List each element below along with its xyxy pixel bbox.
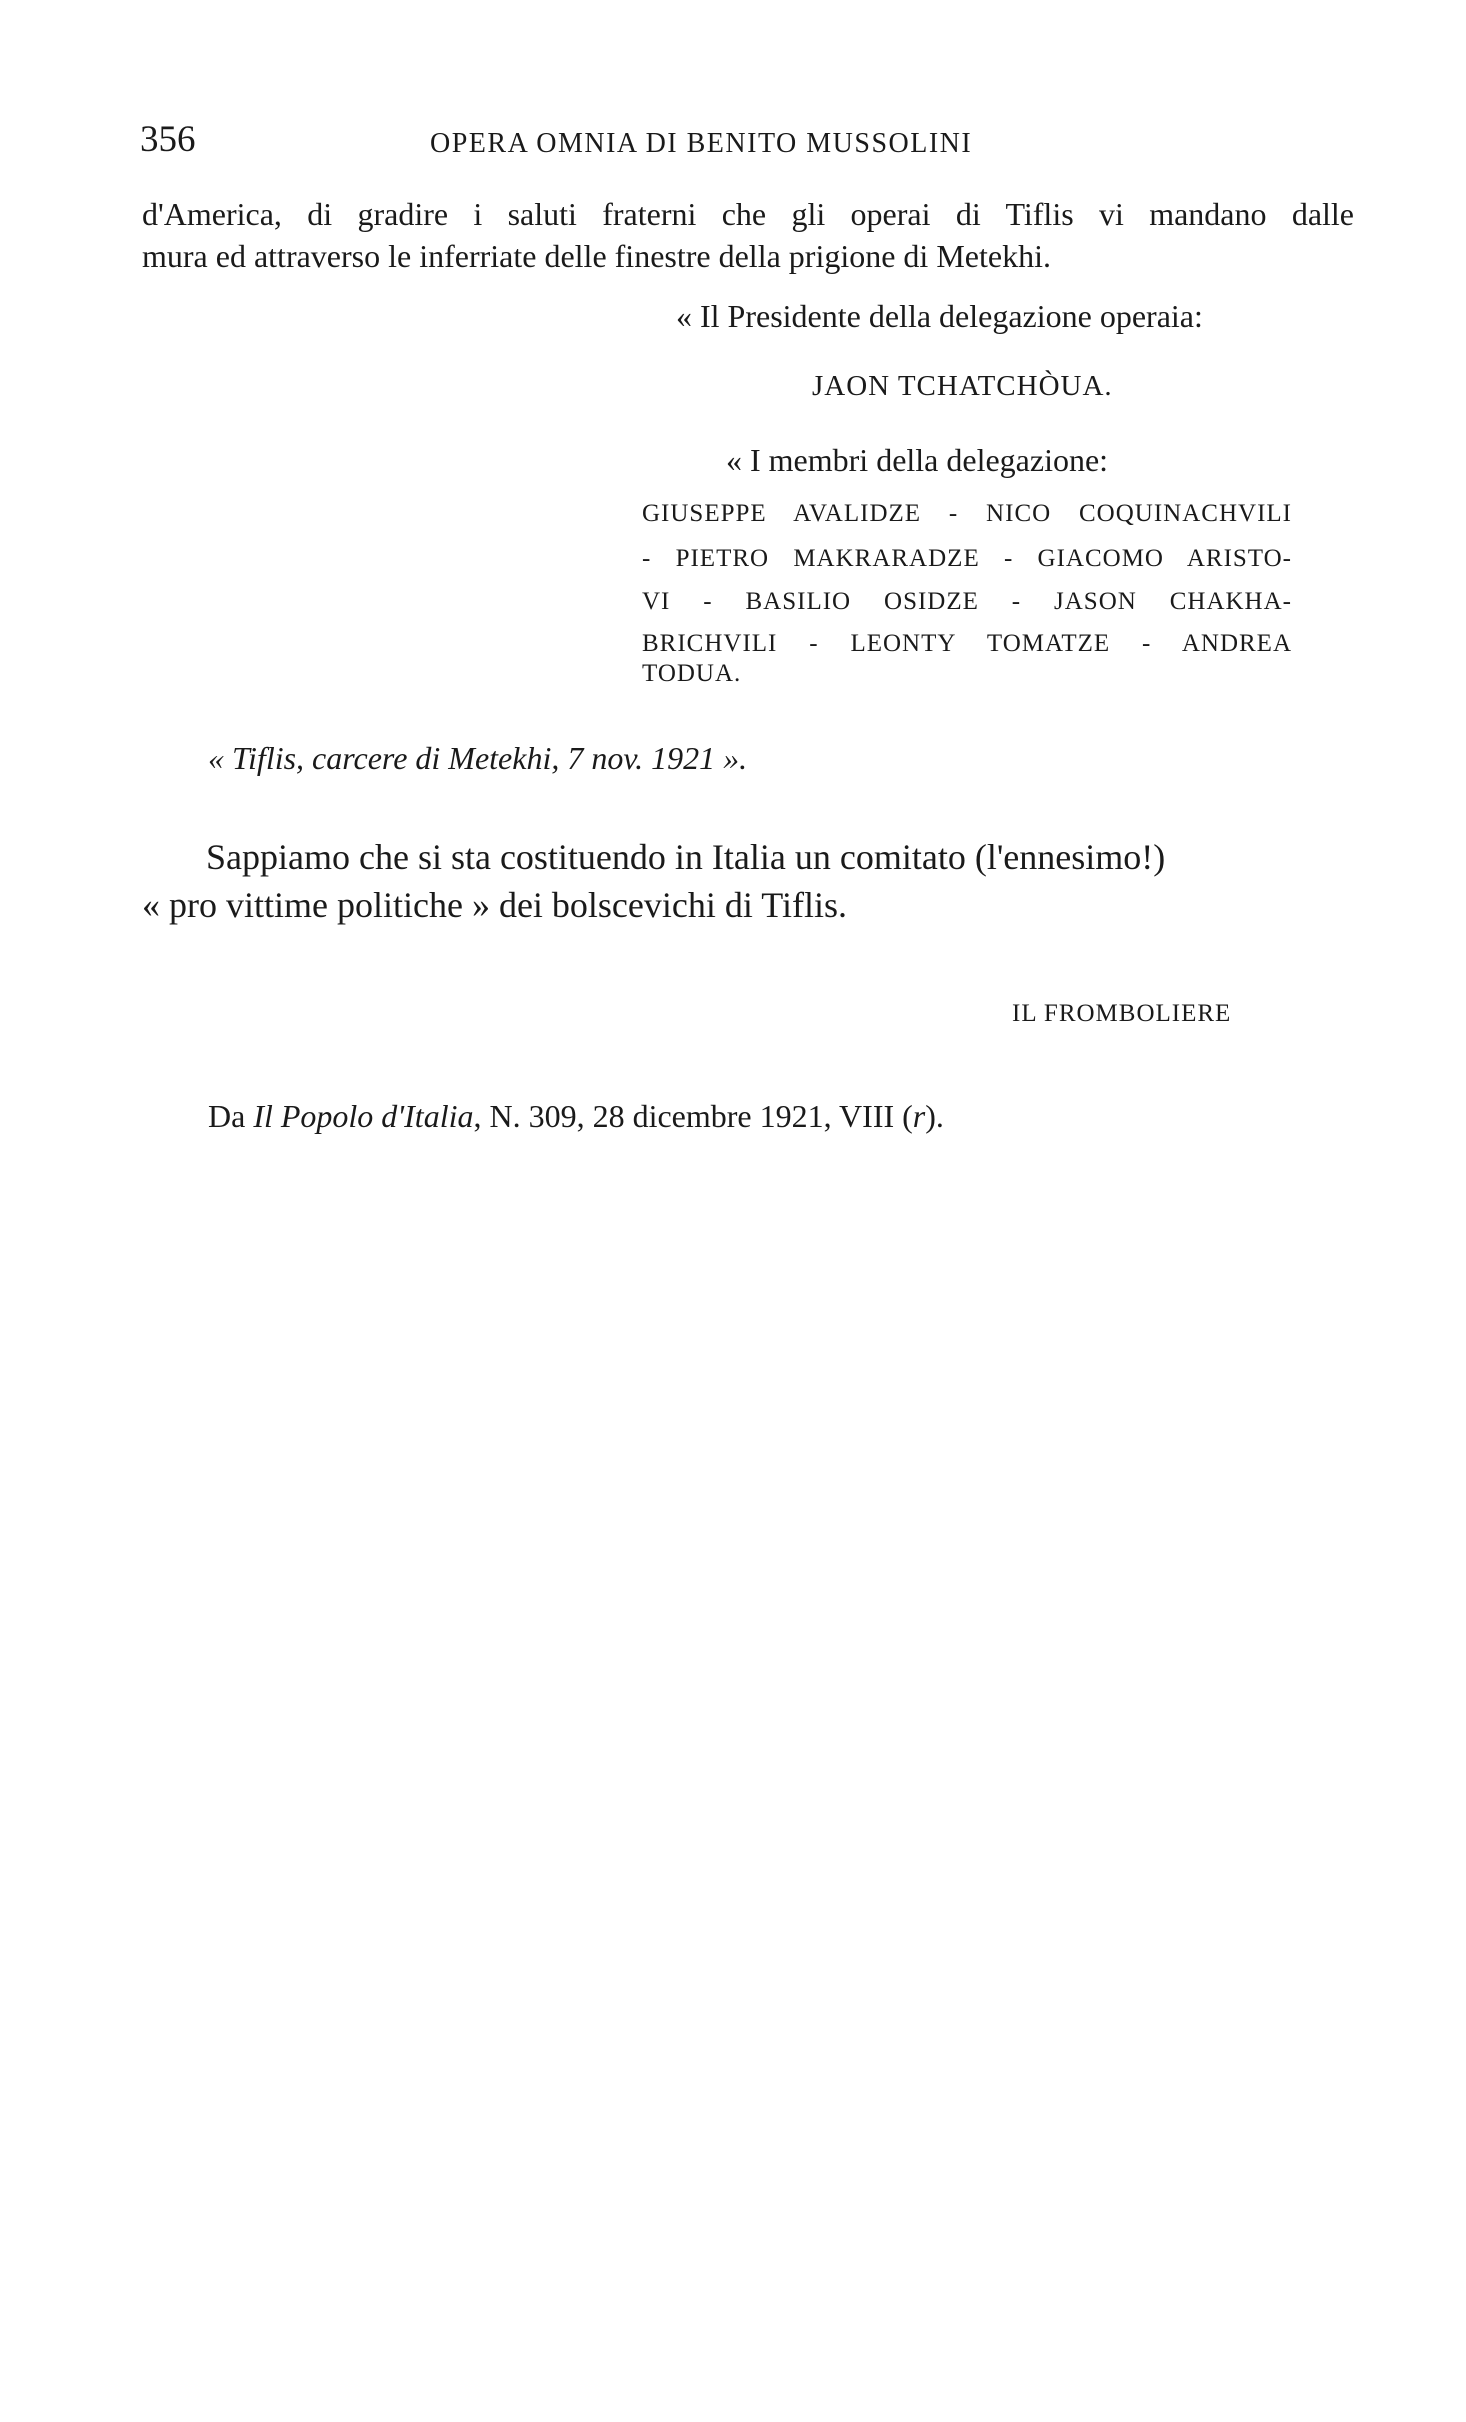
text-line: mura ed attraverso le inferriate delle finestre della prigione di Metekhi. bbox=[142, 238, 1051, 274]
commentary-line: Sappiamo che si sta costituendo in Italia un comitato (l'ennesimo!) bbox=[206, 837, 1166, 877]
source-publication: Il Popolo d'Italia bbox=[253, 1098, 474, 1134]
source-citation bbox=[208, 1098, 944, 1135]
president-intro: « Il Presidente della delegazione operaia: bbox=[676, 298, 1203, 334]
members-intro: « I membri della delegazione: bbox=[726, 442, 1109, 478]
source-prefix: Da bbox=[208, 1098, 254, 1134]
source-suffix: ). bbox=[925, 1098, 944, 1134]
member-names-line: VI - BASILIO OSIDZE - JASON CHAKHA- bbox=[642, 588, 1292, 615]
member-names-line: - PIETRO MAKRARADZE - GIACOMO ARISTO- bbox=[642, 545, 1292, 572]
member-names-line: TODUA. bbox=[642, 660, 742, 687]
author-signature: IL FROMBOLIERE bbox=[1012, 1000, 1232, 1027]
source-note-mark: r bbox=[912, 1098, 926, 1134]
member-names-line: GIUSEPPE AVALIDZE - NICO COQUINACHVILI bbox=[642, 500, 1292, 527]
president-name: JAON TCHATCHÒUA. bbox=[812, 370, 1113, 402]
running-title: OPERA OMNIA DI BENITO MUSSOLINI bbox=[430, 128, 973, 159]
member-names-line: BRICHVILI - LEONTY TOMATZE - ANDREA bbox=[642, 630, 1292, 657]
letter-dateline: « Tiflis, carcere di Metekhi, 7 nov. 1921 ». bbox=[208, 740, 748, 776]
page-number: 356 bbox=[140, 119, 196, 160]
commentary-line: « pro vittime politiche » dei bolscevichi di Tiflis. bbox=[142, 885, 847, 925]
text-line: d'America, di gradire i saluti fraterni che gli operai di Tiflis vi mandano dalle bbox=[142, 196, 1354, 232]
source-details: , N. 309, 28 dicembre 1921, VIII ( bbox=[473, 1098, 913, 1134]
